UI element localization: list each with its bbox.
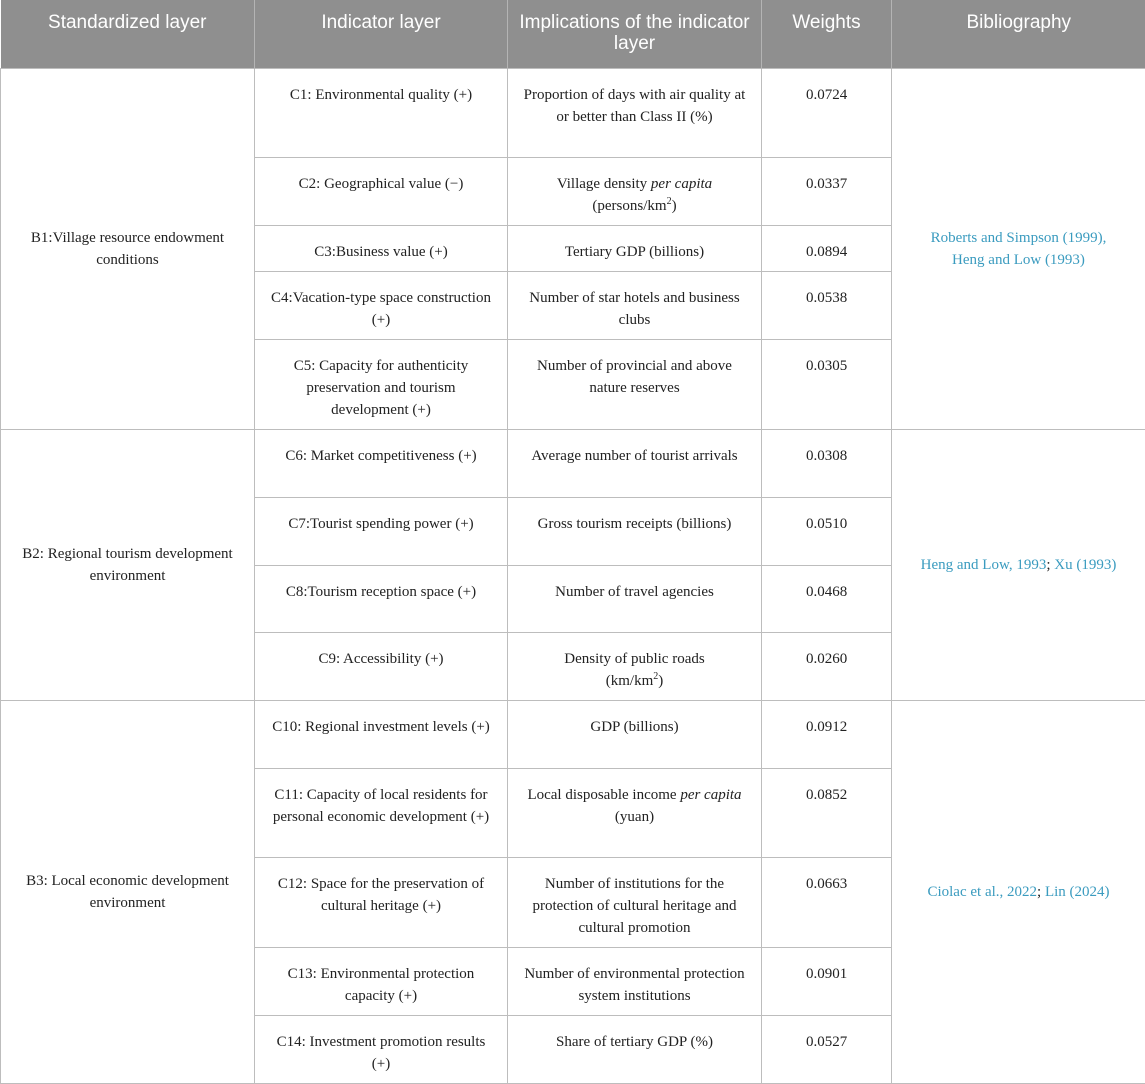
weight-cell: 0.0894 (762, 225, 892, 271)
weight-cell: 0.0724 (762, 68, 892, 157)
citation-link[interactable]: Heng and Low, 1993 (921, 557, 1047, 573)
group-b1-name: B1:Village resource endowment conditions (1, 68, 255, 429)
impl-italic: per capita (651, 176, 712, 192)
citation-link[interactable]: Ciolac et al., 2022 (927, 884, 1037, 900)
header-indicator: Indicator layer (255, 0, 508, 68)
citation-link[interactable]: Roberts and Simpson (1999), (931, 230, 1107, 246)
implication-cell: Share of tertiary GDP (%) (508, 1015, 762, 1083)
implication-cell (508, 157, 762, 225)
weight-cell: 0.0901 (762, 947, 892, 1015)
table-row (1, 700, 1145, 768)
impl-text: ) (672, 198, 677, 214)
implication-cell: Average number of tourist arrivals (508, 429, 762, 497)
indicator-cell: C6: Market competitiveness (+) (255, 429, 508, 497)
header-row (1, 0, 1145, 68)
indicator-cell: C12: Space for the preservation of cultural heritage (+) (255, 857, 508, 947)
impl-text: Density of public roads (564, 651, 704, 667)
implication-cell: Number of provincial and above nature reserves (508, 339, 762, 429)
impl-text: (km/km (606, 673, 654, 689)
indicator-cell: C8:Tourism reception space (+) (255, 565, 508, 632)
group-b2-name: B2: Regional tourism development environment (1, 429, 255, 700)
header-standardized: Standardized layer (1, 0, 255, 68)
weight-cell: 0.0538 (762, 271, 892, 339)
indicator-cell: C1: Environmental quality (+) (255, 68, 508, 157)
weight-cell: 0.0308 (762, 429, 892, 497)
impl-text: ) (658, 673, 663, 689)
indicator-cell: C10: Regional investment levels (+) (255, 700, 508, 768)
indicator-cell: C14: Investment promotion results (+) (255, 1015, 508, 1083)
implication-cell: GDP (billions) (508, 700, 762, 768)
indicator-cell: C13: Environmental protection capacity (+) (255, 947, 508, 1015)
table-row (1, 68, 1145, 157)
citation-separator: ; (1037, 884, 1045, 900)
implication-cell: Number of travel agencies (508, 565, 762, 632)
implication-cell (508, 632, 762, 700)
impl-text: Local disposable income (527, 787, 676, 803)
citation-link[interactable]: Lin (2024) (1045, 884, 1110, 900)
impl-sup: 2 (667, 196, 672, 207)
citation-separator: ; (1046, 557, 1054, 573)
weight-cell: 0.0305 (762, 339, 892, 429)
implication-cell: Proportion of days with air quality at or better than Class II (%) (508, 68, 762, 157)
weight-cell: 0.0337 (762, 157, 892, 225)
bibliography-b2 (892, 429, 1145, 700)
implication-cell: Number of star hotels and business clubs (508, 271, 762, 339)
header-bibliography: Bibliography (892, 0, 1145, 68)
indicator-cell: C7:Tourist spending power (+) (255, 497, 508, 565)
weight-cell: 0.0510 (762, 497, 892, 565)
impl-text: (persons/km (592, 198, 666, 214)
bibliography-b3 (892, 700, 1145, 1083)
indicator-cell: C3:Business value (+) (255, 225, 508, 271)
group-b3-name: B3: Local economic development environment (1, 700, 255, 1083)
table-row (1, 429, 1145, 497)
weight-cell: 0.0912 (762, 700, 892, 768)
impl-text: (yuan) (615, 809, 654, 825)
implication-cell: Gross tourism receipts (billions) (508, 497, 762, 565)
indicator-cell: C2: Geographical value (−) (255, 157, 508, 225)
impl-italic: per capita (680, 787, 741, 803)
indicator-cell: C11: Capacity of local residents for personal economic development (+) (255, 768, 508, 857)
weight-cell: 0.0468 (762, 565, 892, 632)
implication-cell: Number of environmental protection system institutions (508, 947, 762, 1015)
weight-cell: 0.0663 (762, 857, 892, 947)
weight-cell: 0.0527 (762, 1015, 892, 1083)
weight-cell: 0.0260 (762, 632, 892, 700)
header-implications: Implications of the indicator layer (508, 0, 762, 68)
implication-cell: Tertiary GDP (billions) (508, 225, 762, 271)
indicator-cell: C9: Accessibility (+) (255, 632, 508, 700)
implication-cell: Number of institutions for the protection of cultural heritage and cultural promotion (508, 857, 762, 947)
indicator-cell: C5: Capacity for authenticity preservation and tourism development (+) (255, 339, 508, 429)
impl-sup: 2 (653, 671, 658, 682)
weight-cell: 0.0852 (762, 768, 892, 857)
bibliography-b1 (892, 68, 1145, 429)
indicator-cell: C4:Vacation-type space construction (+) (255, 271, 508, 339)
citation-link[interactable]: Xu (1993) (1054, 557, 1116, 573)
impl-text: Village density (557, 176, 647, 192)
implication-cell (508, 768, 762, 857)
citation-link[interactable]: Heng and Low (1993) (952, 252, 1085, 268)
header-weights: Weights (762, 0, 892, 68)
